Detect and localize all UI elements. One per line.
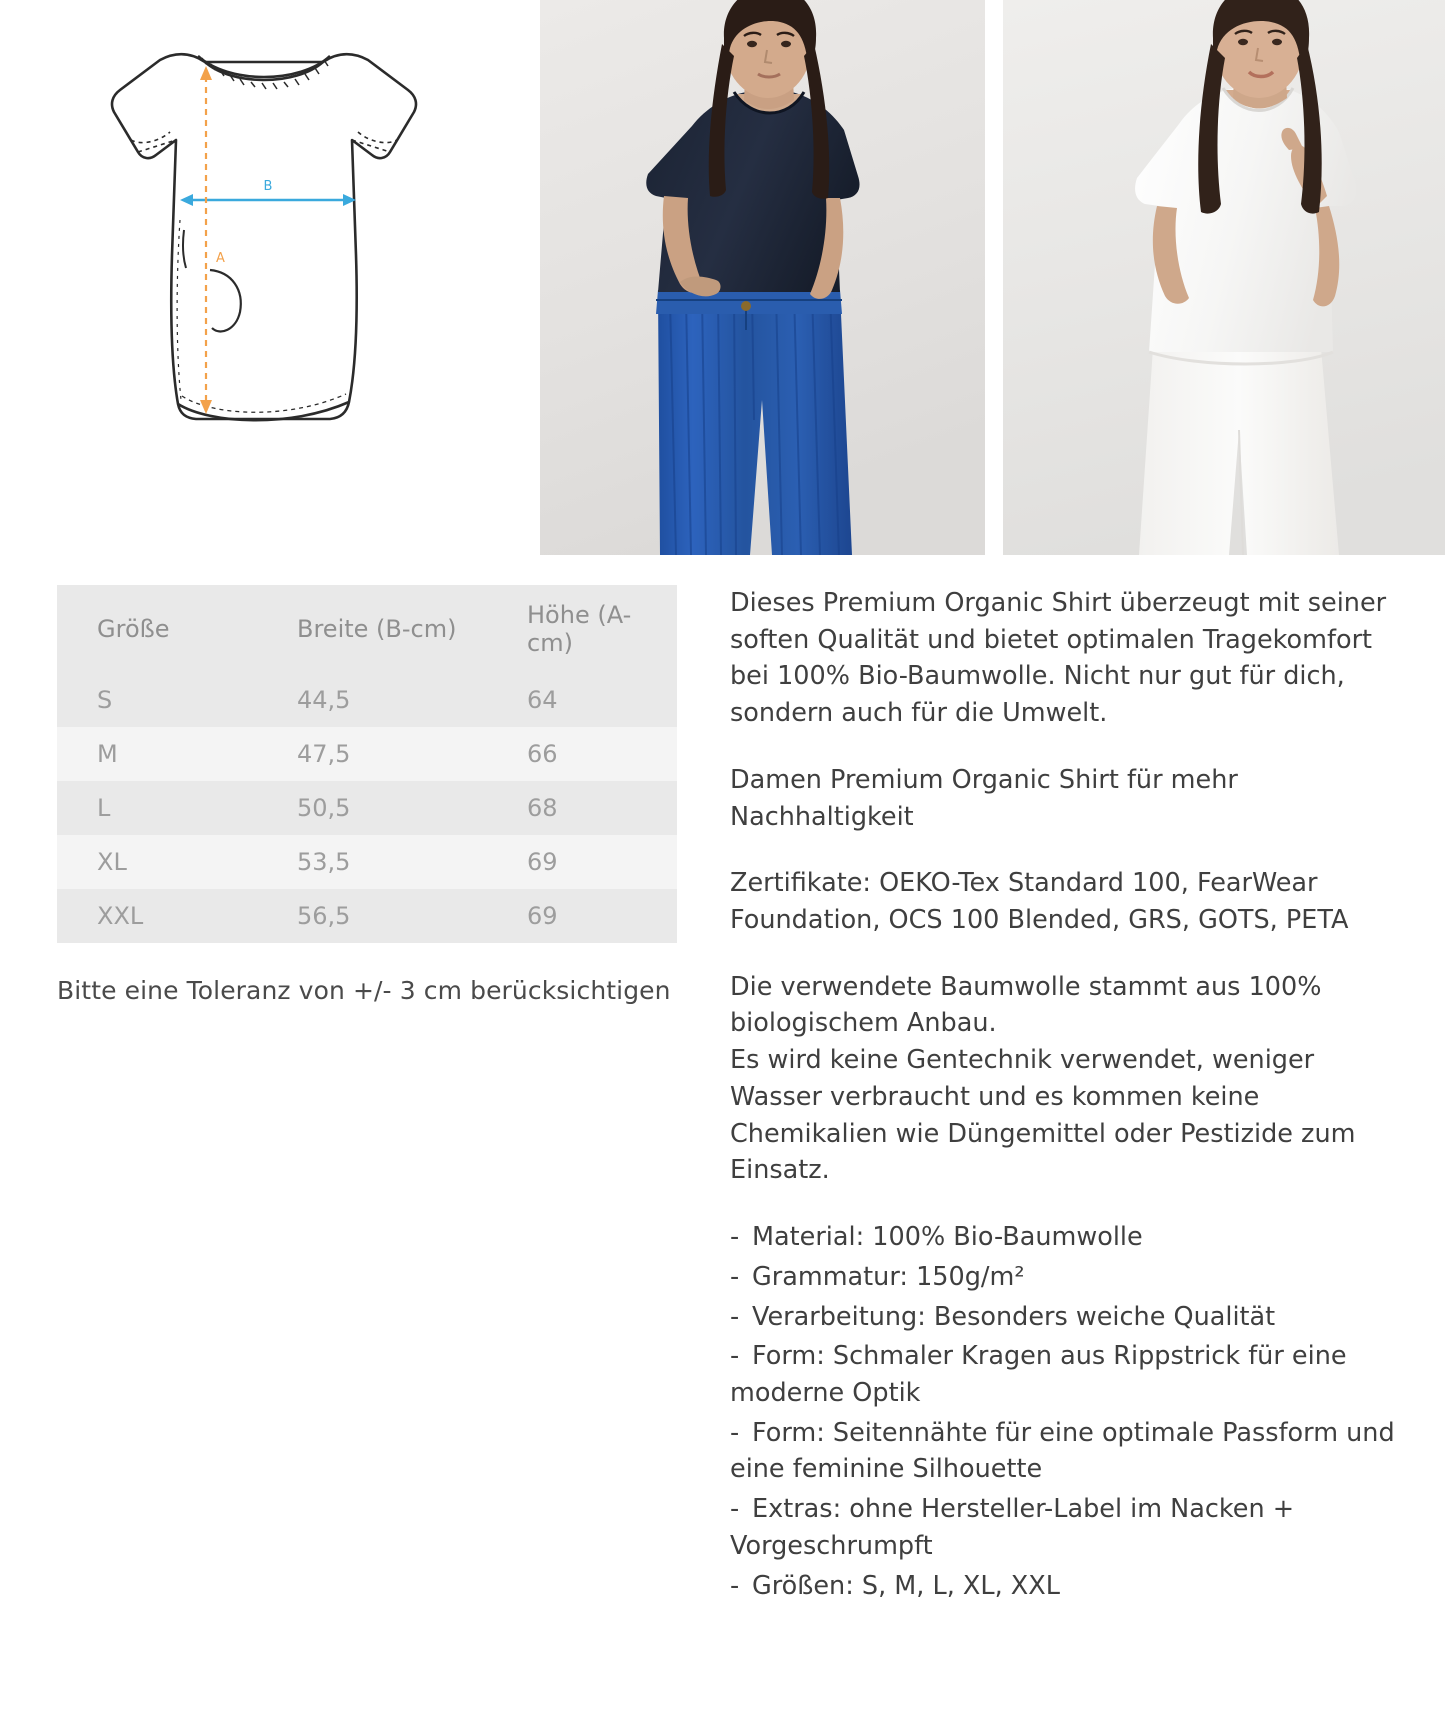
bullet-dash: - (730, 1301, 740, 1332)
photo-divider (985, 0, 1003, 555)
cell-width: 56,5 (257, 889, 487, 943)
list-item (730, 1568, 1405, 1605)
list-item-label: Form: Schmaler Kragen aus Rippstrick für eine moderne Optik (730, 1341, 1347, 1408)
table-header-row (57, 585, 677, 673)
cell-width: 47,5 (257, 727, 487, 781)
list-item (730, 1491, 1405, 1564)
description-paragraph-cotton: Die verwendete Baumwolle stammt aus 100% biologischem Anbau. (730, 971, 1322, 1039)
bullet-dash: - (730, 1494, 740, 1525)
bullet-dash: - (730, 1261, 740, 1292)
cell-size: XL (57, 835, 257, 889)
description-paragraph-intro: Dieses Premium Organic Shirt überzeugt mit seiner soften Qualität und bietet optimalen Tragekomfort bei 100% Bio-Baumwolle. Nicht nur gut für dich, sondern auch für die Umwelt. (730, 588, 1387, 729)
table-row (57, 889, 677, 943)
list-item (730, 1338, 1405, 1411)
list-item-label: Material: 100% Bio-Baumwolle (752, 1222, 1143, 1253)
product-media-row (0, 0, 1445, 555)
t-shirt-measurement-sketch (0, 0, 540, 555)
cell-width: 53,5 (257, 835, 487, 889)
cell-height: 64 (487, 673, 677, 727)
cell-size: M (57, 727, 257, 781)
list-item-label: Verarbeitung: Besonders weiche Qualität (752, 1301, 1276, 1332)
model-navy-shirt-illustration (540, 0, 985, 555)
label-a: A (216, 251, 225, 266)
list-item-label: Grammatur: 150g/m² (752, 1261, 1025, 1292)
model-white-shirt-illustration (1003, 0, 1445, 555)
list-item-label: Größen: S, M, L, XL, XXL (752, 1570, 1060, 1601)
description-paragraph-chemicals: Es wird keine Gentechnik verwendet, weniger Wasser verbraucht und es kommen keine Chemikalien wie Düngemittel oder Pestizide zum Einsatz. (730, 1045, 1356, 1186)
table-row (57, 673, 677, 727)
label-b: B (263, 179, 273, 194)
list-item-label: Form: Seitennähte für eine optimale Passform und eine feminine Silhouette (730, 1417, 1395, 1485)
measurement-diagram-pane (0, 0, 540, 555)
cell-height: 69 (487, 835, 677, 889)
model-navy-shirt-photo (540, 0, 985, 555)
cell-size: S (57, 673, 257, 727)
cell-height: 68 (487, 781, 677, 835)
description-paragraph-sustainability: Damen Premium Organic Shirt für mehr Nachhaltigkeit (730, 764, 1238, 832)
list-item-label: Extras: ohne Hersteller-Label im Nacken + Vorgeschrumpft (730, 1494, 1295, 1561)
cell-width: 44,5 (257, 673, 487, 727)
table-header-size: Größe (57, 585, 257, 673)
size-table-column (0, 585, 730, 1607)
bullet-dash: - (730, 1570, 740, 1601)
tolerance-note: Bitte eine Toleranz von +/- 3 cm berücksichtigen (57, 976, 671, 1005)
size-table (57, 585, 677, 943)
table-header-height: Höhe (A-cm) (487, 585, 677, 673)
bullet-dash: - (730, 1417, 740, 1448)
table-row (57, 727, 677, 781)
cell-size: L (57, 781, 257, 835)
table-row (57, 781, 677, 835)
cell-height: 66 (487, 727, 677, 781)
cell-size: XXL (57, 889, 257, 943)
list-item (730, 1219, 1405, 1256)
cell-height: 69 (487, 889, 677, 943)
product-info-row (0, 555, 1445, 1607)
list-item (730, 1259, 1405, 1296)
product-description-column (730, 585, 1445, 1607)
description-paragraph-certificates: Zertifikate: OEKO-Tex Standard 100, FearWear Foundation, OCS 100 Blended, GRS, GOTS, PETA (730, 868, 1349, 936)
list-item (730, 1415, 1405, 1488)
bullet-dash: - (730, 1222, 740, 1253)
spec-list (730, 1219, 1405, 1604)
table-header-width: Breite (B-cm) (257, 585, 487, 673)
list-item (730, 1299, 1405, 1336)
bullet-dash: - (730, 1341, 740, 1372)
model-white-shirt-photo (1003, 0, 1445, 555)
table-row (57, 835, 677, 889)
cell-width: 50,5 (257, 781, 487, 835)
